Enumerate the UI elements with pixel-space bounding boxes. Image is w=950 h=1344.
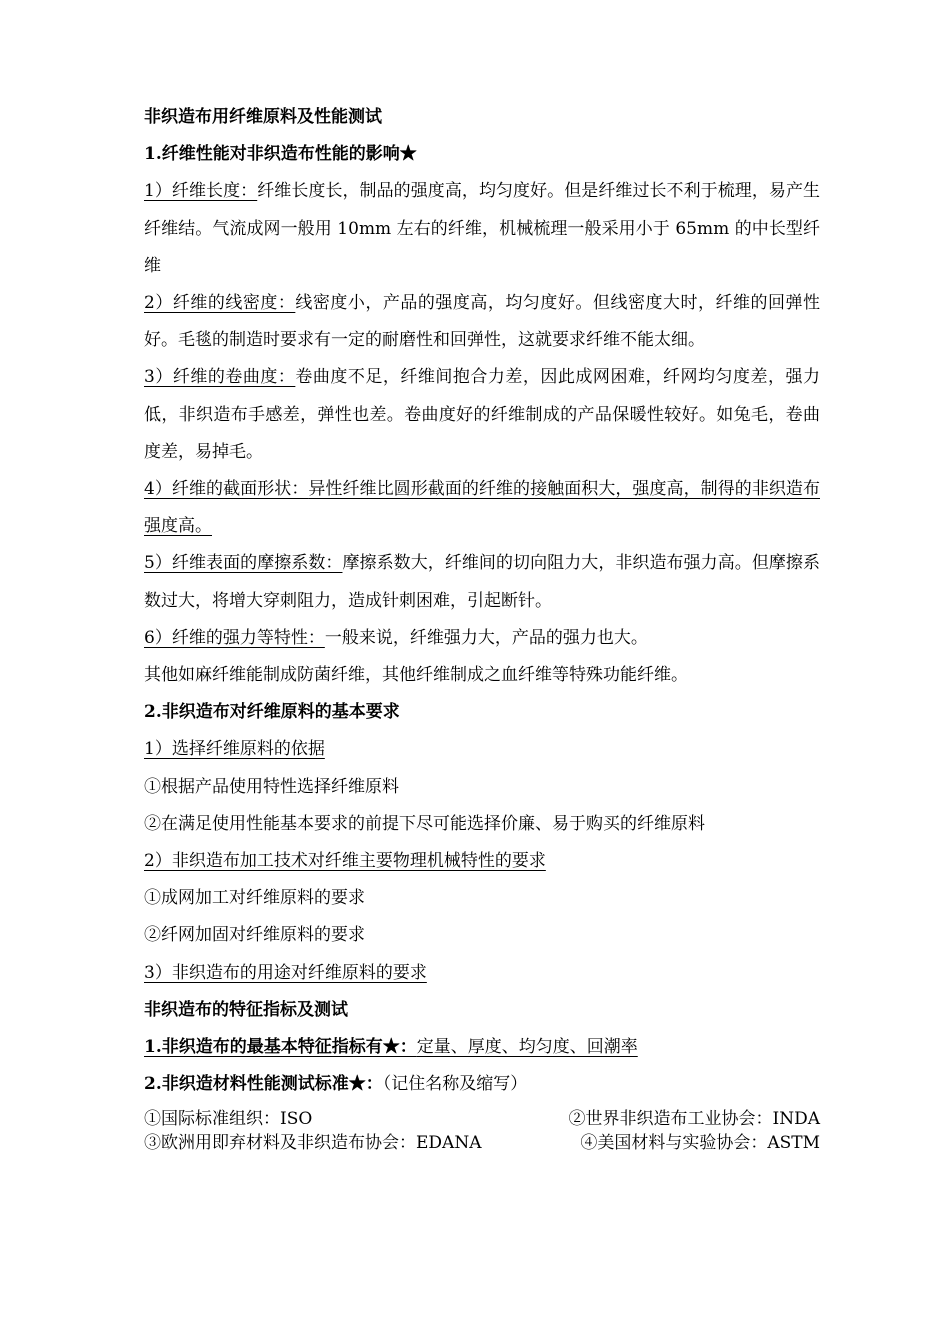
paragraph-text: 异性纤维比圆形截面的纤维的接触面积大，强度高，制得的非织造布强度高。: [144, 479, 820, 537]
document-body: [144, 99, 820, 1155]
subheading-text: 2）非织造布加工技术对纤维主要物理机械特性的要求: [144, 851, 546, 872]
list-item: ①成网加工对纤维原料的要求: [144, 888, 365, 909]
standards-row: [144, 1107, 820, 1131]
paragraph-test-standards: [144, 1066, 820, 1103]
paragraph-cross-section: [144, 471, 820, 545]
paragraph-friction: [144, 545, 820, 619]
subheading-text: 1）选择纤维原料的依据: [144, 739, 325, 760]
paragraph-text: （记住名称及缩写）: [382, 1074, 528, 1095]
term-label: 1.非织造布的最基本特征指标有★：: [144, 1037, 417, 1058]
paragraph-text: 定量、厚度、均匀度、回潮率: [416, 1037, 638, 1058]
paragraph-text: 线密度小，产品的强度高，均匀度好。但线密度大时，纤维的回弹性好。毛毯的制造时要求有一定的耐磨性和回弹性，这就要求纤维不能太细。: [144, 293, 820, 351]
paragraph-crimp: [144, 359, 820, 471]
paragraph-note: 其他如麻纤维能制成防菌纤维，其他纤维制成之血纤维等特殊功能纤维。: [144, 665, 688, 686]
subheading-processing: [144, 843, 820, 880]
list-item: ②在满足使用性能基本要求的前提下尽可能选择价廉、易于购买的纤维原料: [144, 813, 705, 834]
list-item: ②纤网加固对纤维原料的要求: [144, 925, 365, 946]
list-item: ①根据产品使用特性选择纤维原料: [144, 776, 399, 797]
heading-fiber-properties: 1.纤维性能对非织造布性能的影响★: [144, 144, 417, 165]
paragraph-basic-indicators: [144, 1029, 820, 1066]
term-label: 6）纤维的强力等特性：: [144, 627, 325, 648]
term-label: 2）纤维的线密度：: [144, 293, 296, 314]
term-label: 3）纤维的卷曲度：: [144, 367, 296, 388]
paragraph-text: 卷曲度不足，纤维间抱合力差，因此成网困难，纤网均匀度差，强力低，非织造布手感差，弹性也差。卷曲度好的纤维制成的产品保暖性较好。如兔毛，卷曲度差，易掉毛。: [144, 367, 820, 462]
section-title-2: 非织造布的特征指标及测试: [144, 999, 348, 1020]
term-label: 5）纤维表面的摩擦系数：: [144, 553, 343, 574]
standard-iso: ①国际标准组织：ISO: [144, 1109, 313, 1130]
term-label: 1）纤维长度：: [144, 181, 258, 202]
paragraph-text: 纤维长度长，制品的强度高，均匀度好。但是纤维过长不利于梳理，易产生纤维结。气流成网一般用 10mm 左右的纤维，机械梳理一般采用小于 65mm 的中长型纤维: [144, 181, 820, 276]
standard-edana: ③欧洲用即弃材料及非织造布协会：EDANA: [144, 1133, 482, 1154]
paragraph-strength: [144, 620, 820, 657]
subheading-basis: [144, 731, 820, 768]
paragraph-text: 摩擦系数大，纤维间的切向阻力大，非织造布强力高。但摩擦系数过大，将增大穿刺阻力，造成针刺困难，引起断针。: [144, 553, 820, 611]
standard-astm: ④美国材料与实验协会：ASTM: [580, 1133, 820, 1154]
paragraph-fiber-length: [144, 173, 820, 285]
standards-row: [144, 1131, 820, 1155]
term-label: 2.非织造材料性能测试标准★：: [144, 1074, 383, 1095]
subheading-usage: [144, 955, 820, 992]
term-label: 4）纤维的截面形状：: [144, 479, 309, 500]
section-title: 非织造布用纤维原料及性能测试: [144, 107, 382, 127]
heading-fiber-requirements: 2.非织造布对纤维原料的基本要求: [144, 702, 400, 723]
paragraph-text: 一般来说，纤维强力大，产品的强力也大。: [324, 627, 648, 648]
subheading-text: 3）非织造布的用途对纤维原料的要求: [144, 962, 427, 983]
paragraph-linear-density: [144, 285, 820, 359]
standard-inda: ②世界非织造布工业协会：INDA: [568, 1109, 820, 1130]
